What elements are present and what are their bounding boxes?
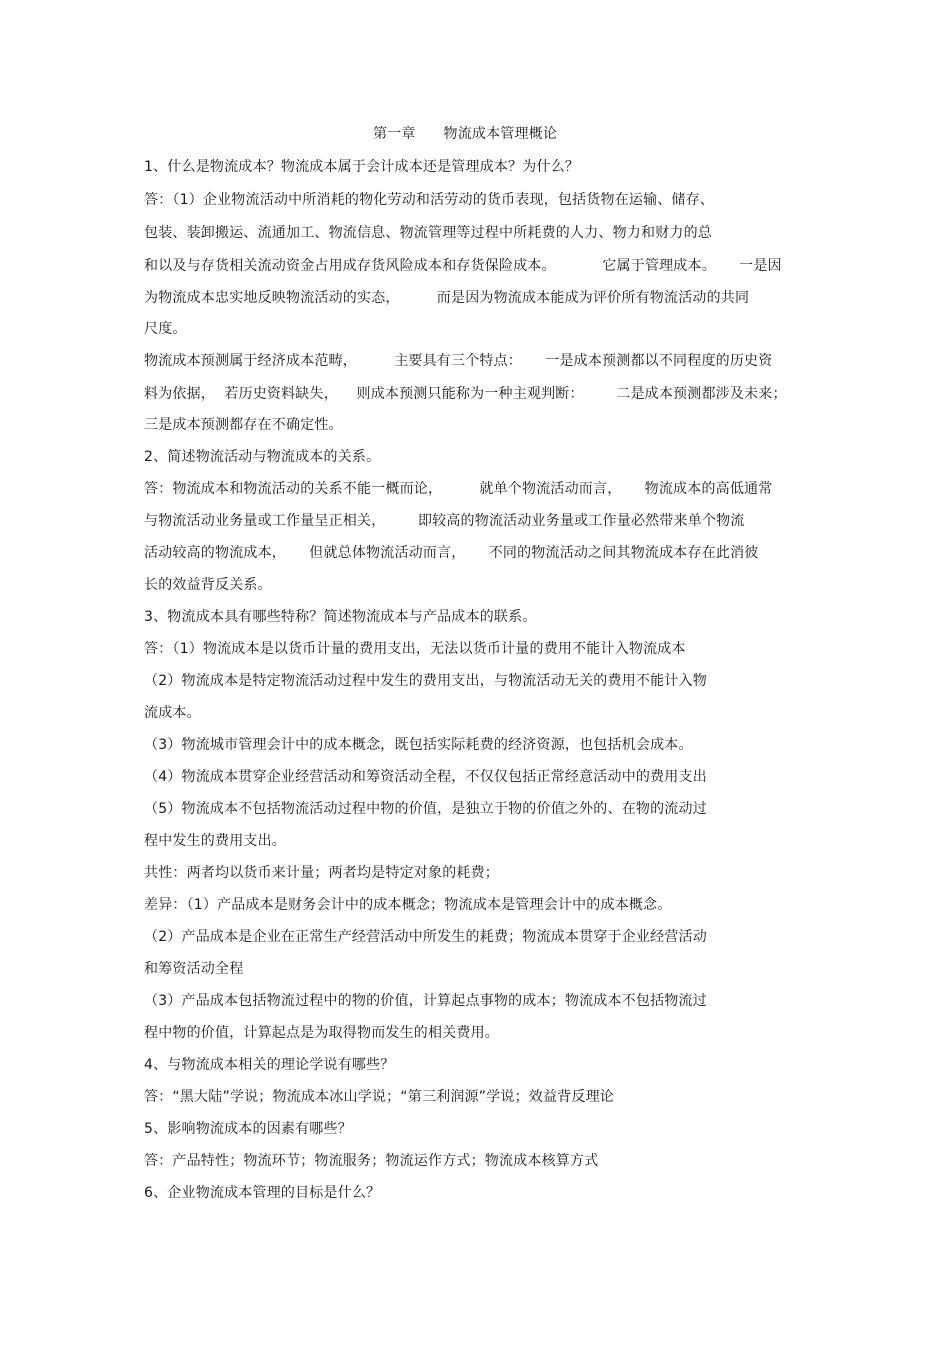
answer-line: 长的效益背反关系。 <box>144 577 272 593</box>
answer-line: 和筹资活动全程 <box>144 961 244 977</box>
answer-line: 答：（1）企业物流活动中所消耗的物化劳动和活劳动的货币表现，包括货物在运输、储存、 <box>144 192 715 208</box>
answer-line: 共性：两者均以货币来计量；两者均是特定对象的耗费； <box>144 865 499 881</box>
answer-line: 物流成本预测属于经济成本范畴， 主要具有三个特点： 一是成本预测都以不同程度的历史资 <box>144 353 773 369</box>
question-6: 6、企业物流成本管理的目标是什么？ <box>144 1185 381 1201</box>
question-5: 5、影响物流成本的因素有哪些？ <box>144 1121 352 1137</box>
answer-line: 程中物的价值，计算起点是为取得物而发生的相关费用。 <box>144 1025 499 1041</box>
question-3: 3、物流成本具有哪些特称？简述物流成本与产品成本的联系。 <box>144 609 537 625</box>
answer-line: 流成本。 <box>144 705 201 721</box>
answer-line: 活动较高的物流成本， 但就总体物流活动而言， 不同的物流活动之间其物流成本存在此消彼 <box>144 545 759 561</box>
answer-line: （3）物流城市管理会计中的成本概念，既包括实际耗费的经济资源，也包括机会成本。 <box>144 737 693 753</box>
answer-line: 尺度。 <box>144 321 187 337</box>
answer-line: （3）产品成本包括物流过程中的物的价值，计算起点事物的成本；物流成本不包括物流过 <box>144 993 707 1009</box>
answer-line: 为物流成本忠实地反映物流活动的实态， 而是因为物流成本能成为评价所有物流活动的共同 <box>144 290 750 306</box>
answer-line: 程中发生的费用支出。 <box>144 833 286 849</box>
answer-line: 三是成本预测都存在不确定性。 <box>144 417 343 433</box>
answer-line: 答：“黑大陆”学说；物流成本冰山学说；“第三利润源”学说；效益背反理论 <box>144 1089 615 1105</box>
answer-line: （4）物流成本贯穿企业经营活动和筹资活动全程，不仅仅包括正常经意活动中的费用支出 <box>144 769 707 785</box>
question-1: 1、什么是物流成本？物流成本属于会计成本还是管理成本？为什么？ <box>144 159 580 175</box>
answer-line: 和以及与存货相关流动资金占用成存货风险成本和存货保险成本。 它属于管理成本。 一是因 <box>144 258 782 274</box>
answer-line: （2）产品成本是企业在正常生产经营活动中所发生的耗费；物流成本贯穿于企业经营活动 <box>144 929 707 945</box>
answer-line: （5）物流成本不包括物流活动过程中物的价值，是独立于物的价值之外的、在物的流动过 <box>144 801 707 817</box>
question-4: 4、与物流成本相关的理论学说有哪些？ <box>144 1057 395 1073</box>
question-2: 2、简述物流活动与物流成本的关系。 <box>144 449 381 465</box>
answer-line: （2）物流成本是特定物流活动过程中发生的费用支出，与物流活动无关的费用不能计入物 <box>144 673 707 689</box>
answer-line: 包装、装卸搬运、流通加工、物流信息、物流管理等过程中所耗费的人力、物力和财力的总 <box>144 225 712 241</box>
answer-line: 与物流活动业务量或工作量呈正相关， 即较高的物流活动业务量或工作量必然带来单个物流 <box>144 513 745 529</box>
answer-line: 料为依据， 若历史资料缺失， 则成本预测只能称为一种主观判断： 二是成本预测都涉及未来； <box>144 386 787 402</box>
chapter-title: 第一章 物流成本管理概论 <box>373 126 558 142</box>
answer-line: 答：（1）物流成本是以货币计量的费用支出，无法以货币计量的费用不能计入物流成本 <box>144 641 686 657</box>
answer-line: 答：物流成本和物流活动的关系不能一概而论， 就单个物流活动而言， 物流成本的高低通常 <box>144 481 773 497</box>
answer-line: 差异：（1）产品成本是财务会计中的成本概念；物流成本是管理会计中的成本概念。 <box>144 897 672 913</box>
answer-line: 答：产品特性；物流环节；物流服务；物流运作方式；物流成本核算方式 <box>144 1153 599 1169</box>
